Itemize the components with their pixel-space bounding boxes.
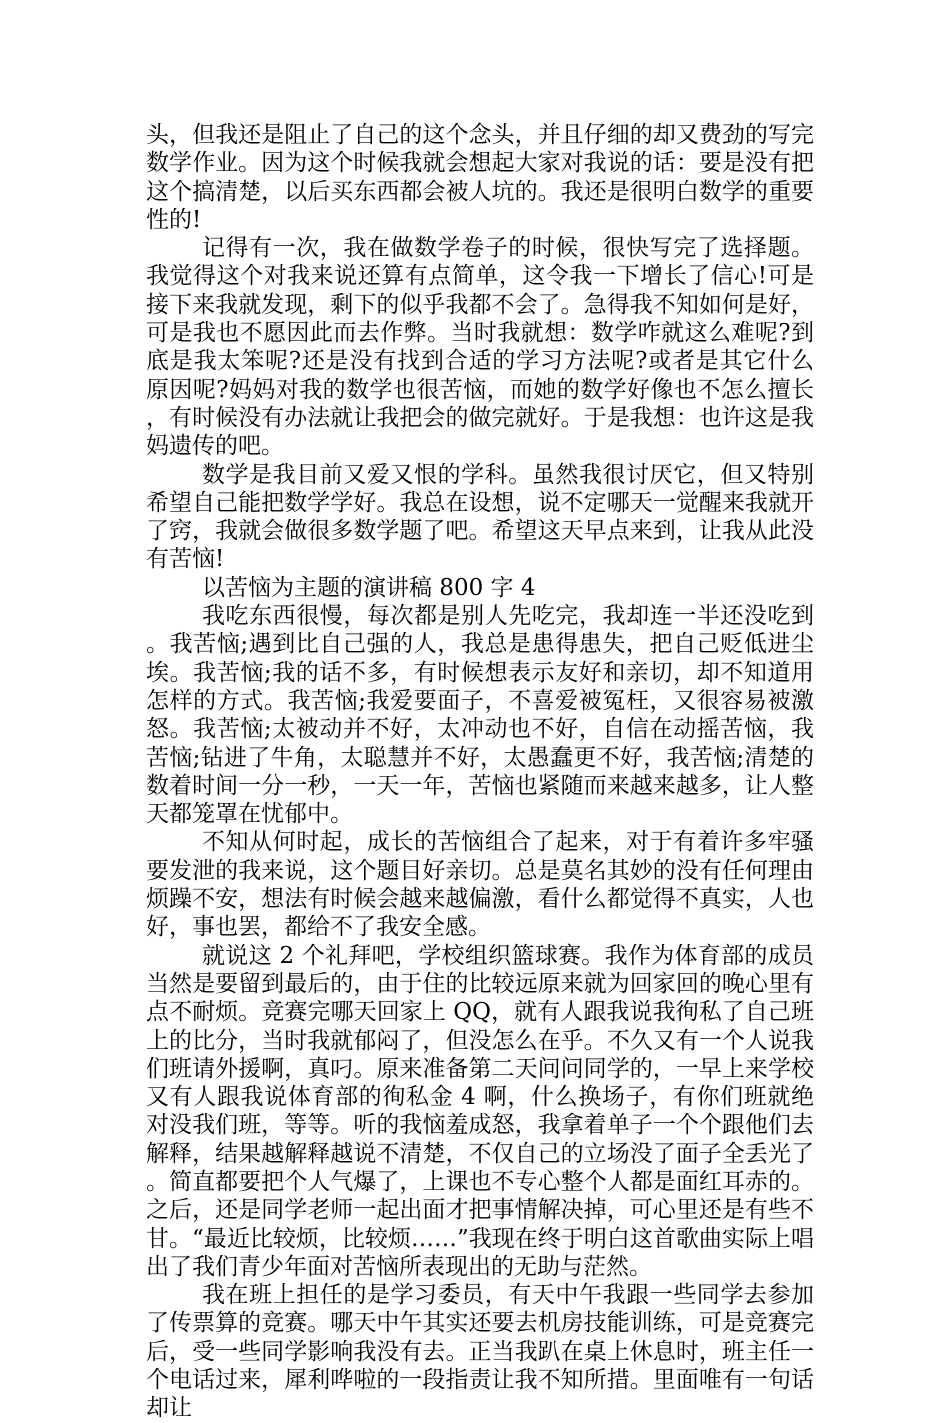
paragraph: 不知从何时起，成长的苦恼组合了起来，对于有着许多牢骚要发泄的我来说，这个题目好亲切。总是莫名其妙的没有任何理由烦躁不安，想法有时候会越来越偏激，看什么都觉得不真实，人也好，事也罢，都给不了我安全感。: [146, 829, 814, 941]
paragraph: 数学是我目前又爱又恨的学科。虽然我很讨厌它，但又特别希望自己能把数学学好。我总在设想，说不定哪天一觉醒来我就开了窍，我就会做很多数学题了吧。希望这天早点来到，让我从此没有苦恼!: [146, 461, 814, 573]
section-heading: 以苦恼为主题的演讲稿 800 字 4: [202, 574, 536, 601]
paragraph: 我吃东西很慢，每次都是别人先吃完，我却连一半还没吃到。我苦恼;遇到比自己强的人，我总是患得患失，把自己贬低进尘埃。我苦恼;我的话不多，有时候想表示友好和亲切，却不知道用怎样的方式。我苦恼;我爱要面子，不喜爱被冤枉，又很容易被激怒。我苦恼;太被动并不好，太冲动也不好，自信在动摇苦恼，我苦恼;钻进了牛角，太聪慧并不好，太愚蠢更不好，我苦恼;清楚的数着时间一分一秒，一天一年，苦恼也紧随而来越来越多，让人整天都笼罩在忧郁中。: [146, 603, 814, 828]
document-page: [146, 121, 814, 1423]
paragraph: 头，但我还是阻止了自己的这个念头，并且仔细的却又费劲的写完数学作业。因为这个时候我就会想起大家对我说的话：要是没有把这个搞清楚，以后买东西都会被人坑的。我还是很明白数学的重要性的!: [146, 122, 814, 233]
paragraph: 我在班上担任的是学习委员，有天中午我跟一些同学去参加了传票算的竞赛。哪天中午其实还要去机房技能训练，可是竞赛完后，受一些同学影响我没有去。正当我趴在桌上休息时，班主任一个电话过来，犀利哗啦的一段指责让我不知所措。里面唯有一句话却让: [146, 1282, 814, 1422]
paragraph: 记得有一次，我在做数学卷子的时候，很快写完了选择题。我觉得这个对我来说还算有点简单，这令我一下增长了信心!可是接下来我就发现，剩下的似乎我都不会了。急得我不知如何是好，可是我也不愿因此而去作弊。当时我就想：数学咋就这么难呢?到底是我太笨呢?还是没有找到合适的学习方法呢?或者是其它什么原因呢?妈妈对我的数学也很苦恼，而她的数学好像也不怎么擅长，有时候没有办法就让我把会的做完就好。于是我想：也许这是我妈遗传的吧。: [146, 235, 814, 460]
paragraph: 就说这 2 个礼拜吧，学校组织篮球赛。我作为体育部的成员当然是要留到最后的，由于住的比较远原来就为回家回的晚心里有点不耐烦。竞赛完哪天回家上 QQ，就有人跟我说我徇私了自己班上的比分，当时我就郁闷了，但没怎么在乎。不久又有一个人说我们班请外援啊，真叼。原来准备第二天问问同学的，一早上来学校又有人跟我说体育部的徇私金 4 啊，什么换场子，有你们班就绝对没我们班，等等。听的我恼羞成怒，我拿着单子一个个跟他们去解释，结果越解释越说不清楚，不仅自己的立场没了面子全丢光了。简直都要把个人气爆了，上课也不专心整个人都是面红耳赤的。之后，还是同学老师一起出面才把事情解决掉，可心里还是有些不甘。“最近比较烦，比较烦……”我现在终于明白这首歌曲实际上唱出了我们青少年面对苦恼所表现出的无助与茫然。: [146, 942, 814, 1280]
